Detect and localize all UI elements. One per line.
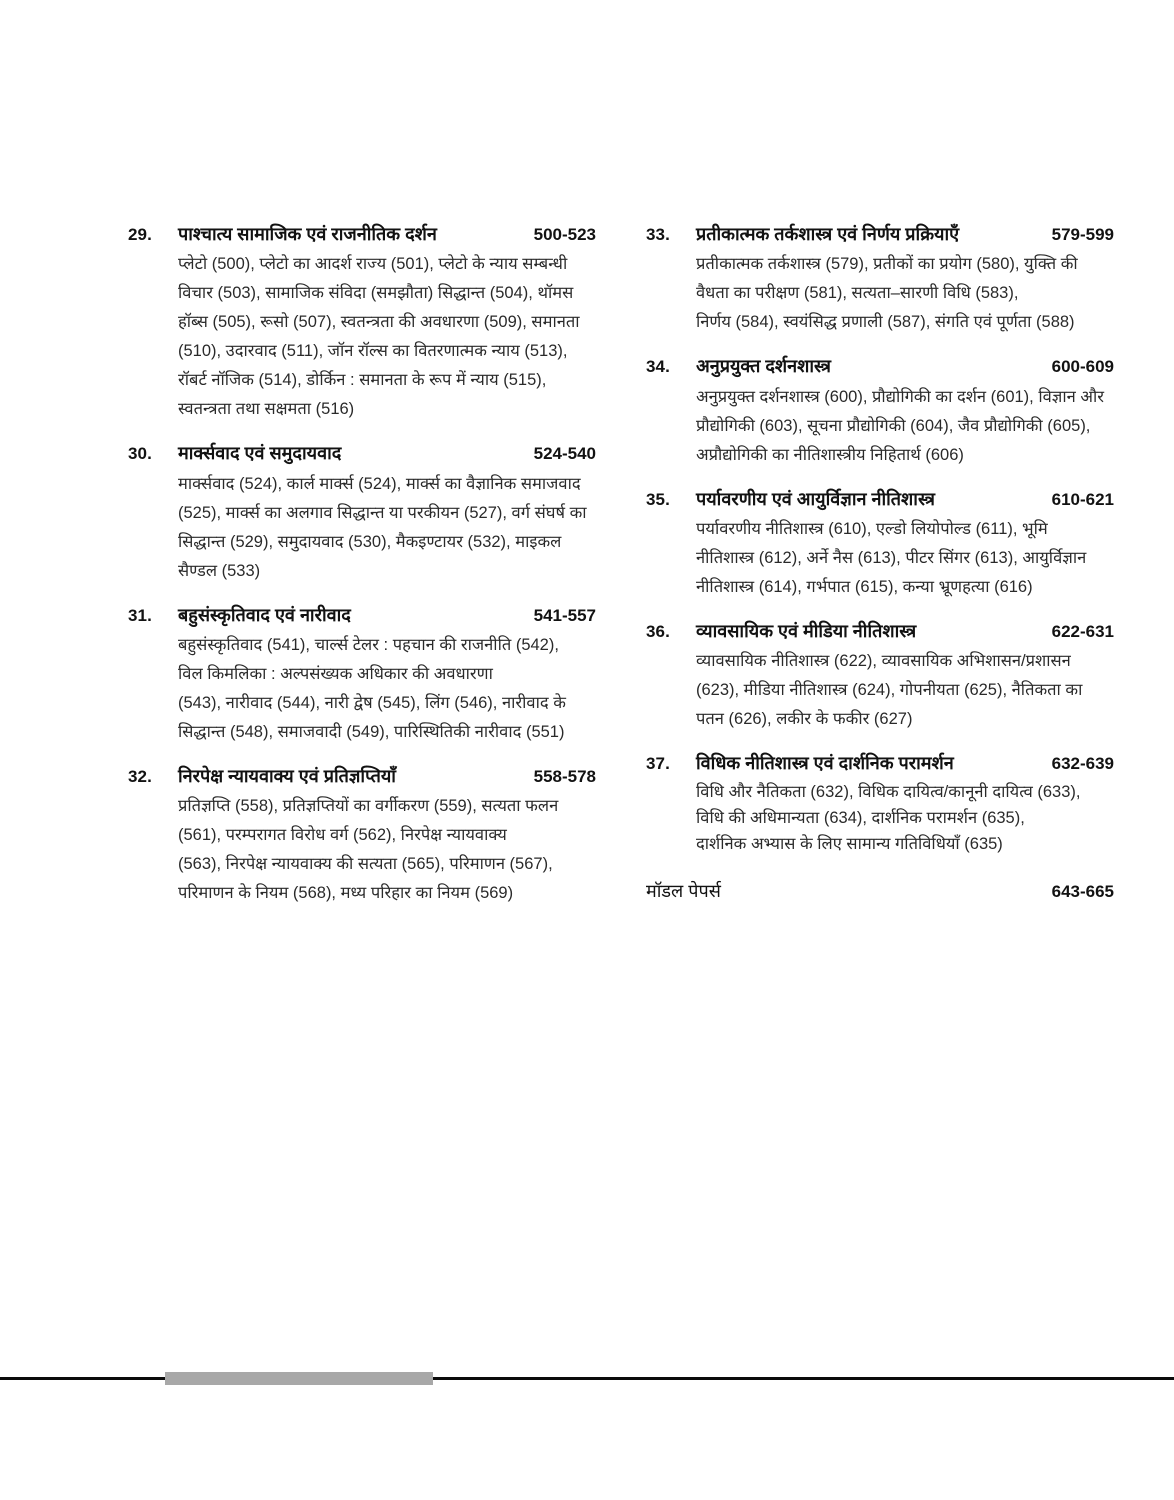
toc-subtopic-line: विधि और नैतिकता (632), विधिक दायित्व/कानूनी दायित्व (633), bbox=[696, 783, 1081, 802]
toc-subtopic-line: वैधता का परीक्षण (581), सत्यता–सारणी विधि (583), bbox=[696, 284, 1019, 303]
toc-entry-header bbox=[646, 487, 1114, 511]
toc-entry-page-range: 500-523 bbox=[533, 225, 596, 244]
toc-subtopic-line: (510), उदारवाद (511), जॉन रॉल्स का वितरणात्मक न्याय (513), bbox=[178, 342, 568, 361]
toc-entry-page-range: 579-599 bbox=[1051, 225, 1114, 244]
toc-subtopic-line: प्रतिज्ञप्ति (558), प्रतिज्ञप्तियों का वर्गीकरण (559), सत्यता फलन bbox=[178, 797, 559, 816]
toc-subtopic-line: पर्यावरणीय नीतिशास्त्र (610), एल्डो लियोपोल्ड (611), भूमि bbox=[696, 519, 1048, 538]
toc-subtopic-line: रॉबर्ट नॉजिक (514), डोर्किन : समानता के रूप में न्याय (515), bbox=[178, 371, 547, 390]
toc-entry-title[interactable]: व्यावसायिक एवं मीडिया नीतिशास्त्र bbox=[696, 620, 917, 641]
toc-entry-page-range: 610-621 bbox=[1051, 489, 1114, 509]
toc-entry-title[interactable]: निरपेक्ष न्यायवाक्य एवं प्रतिज्ञप्तियाँ bbox=[178, 765, 396, 786]
toc-entry-page-range: 524-540 bbox=[533, 444, 596, 464]
toc-entry bbox=[128, 603, 596, 747]
toc-subtopic-line: विचार (503), सामाजिक संविदा (समझौता) सिद्धान्त (504), थॉमस bbox=[178, 284, 574, 303]
toc-entry-header bbox=[646, 354, 1114, 378]
toc-entry-page-range: 622-631 bbox=[1051, 621, 1114, 641]
toc-entry-subtopics bbox=[178, 631, 596, 747]
toc-entry bbox=[646, 487, 1114, 602]
toc-entry-title[interactable]: प्रतीकात्मक तर्कशास्त्र एवं निर्णय प्रक्रियाएँ bbox=[696, 224, 960, 244]
toc-subtopic-line: स्वतन्त्रता तथा सक्षमता (516) bbox=[178, 400, 355, 419]
toc-column-left bbox=[128, 222, 596, 925]
scan-artifact-bar bbox=[165, 1372, 433, 1385]
toc-subtopic-line: अप्रौद्योगिकी का नीतिशास्त्रीय निहितार्थ (606) bbox=[696, 445, 964, 464]
toc-entry-page-range: 558-578 bbox=[533, 766, 596, 786]
toc-entry-header bbox=[128, 222, 596, 246]
toc-entry-title[interactable]: पर्यावरणीय एवं आयुर्विज्ञान नीतिशास्त्र bbox=[696, 488, 935, 509]
toc-subtopic-line: (525), मार्क्स का अलगाव सिद्धान्त या परकीयन (527), वर्ग संघर्ष का bbox=[178, 503, 587, 522]
toc-entry bbox=[128, 441, 596, 585]
toc-column-right bbox=[646, 222, 1114, 903]
toc-entry-number: 30. bbox=[128, 444, 152, 464]
toc-entry bbox=[646, 222, 1114, 337]
model-papers-label[interactable]: मॉडल पेपर्स bbox=[646, 881, 721, 902]
toc-entry-page-range: 541-557 bbox=[533, 605, 596, 625]
toc-subtopic-line: सिद्धान्त (548), समाजवादी (549), पारिस्थितिकी नारीवाद (551) bbox=[178, 722, 565, 741]
toc-entry-subtopics bbox=[178, 470, 596, 586]
toc-entry-subtopics bbox=[696, 383, 1114, 470]
toc-entry-header bbox=[128, 764, 596, 788]
toc-subtopic-line: पतन (626), लकीर के फकीर (627) bbox=[696, 710, 913, 729]
toc-subtopic-line: विधि की अधिमान्यता (634), दार्शनिक परामर्शन (635), bbox=[696, 809, 1025, 828]
toc-entry bbox=[128, 222, 596, 424]
toc-entry-page-range: 600-609 bbox=[1051, 357, 1114, 377]
toc-subtopic-line: अनुप्रयुक्त दर्शनशास्त्र (600), प्रौद्योगिकी का दर्शन (601), विज्ञान और bbox=[696, 387, 1105, 406]
toc-entry-subtopics bbox=[178, 792, 596, 908]
toc-subtopic-line: हॉब्स (505), रूसो (507), स्वतन्त्रता की अवधारणा (509), समानता bbox=[178, 313, 580, 332]
toc-subtopic-line: सैण्डल (533) bbox=[178, 561, 261, 580]
toc-entry-subtopics bbox=[696, 779, 1114, 857]
toc-subtopic-line: व्यावसायिक नीतिशास्त्र (622), व्यावसायिक अभिशासन/प्रशासन bbox=[696, 652, 1071, 671]
toc-subtopic-line: (543), नारीवाद (544), नारी द्वेष (545), लिंग (546), नारीवाद के bbox=[178, 693, 566, 712]
toc-entry-header bbox=[646, 751, 1114, 775]
toc-subtopic-line: परिमाणन के नियम (568), मध्य परिहार का नियम (569) bbox=[178, 884, 514, 903]
toc-entry-title[interactable]: मार्क्सवाद एवं समुदायवाद bbox=[178, 443, 342, 464]
toc-subtopic-line: (623), मीडिया नीतिशास्त्र (624), गोपनीयता (625), नैतिकता का bbox=[696, 681, 1083, 700]
toc-entry-subtopics bbox=[696, 515, 1114, 602]
toc-subtopic-line: बहुसंस्कृतिवाद (541), चार्ल्स टेलर : पहचान की राजनीति (542), bbox=[178, 635, 559, 654]
toc-entry-number: 36. bbox=[646, 621, 670, 641]
toc-entry bbox=[128, 764, 596, 908]
toc-subtopic-line: प्लेटो (500), प्लेटो का आदर्श राज्य (501), प्लेटो के न्याय सम्बन्धी bbox=[178, 255, 568, 274]
model-papers-page-range: 643-665 bbox=[1051, 882, 1114, 902]
toc-subtopic-line: (563), निरपेक्ष न्यायवाक्य की सत्यता (565), परिमाणन (567), bbox=[178, 855, 553, 874]
toc-entry-header bbox=[646, 619, 1114, 643]
toc-entry-subtopics bbox=[178, 250, 596, 424]
toc-entry-page-range: 632-639 bbox=[1051, 754, 1114, 774]
toc-entry-header bbox=[646, 222, 1114, 246]
toc-entry-subtopics bbox=[696, 647, 1114, 734]
toc-columns bbox=[0, 222, 1174, 925]
toc-entry-number: 31. bbox=[128, 605, 152, 625]
toc-entry-number: 34. bbox=[646, 357, 670, 377]
toc-subtopic-line: विल किमलिका : अल्पसंख्यक अधिकार की अवधारणा bbox=[178, 664, 493, 683]
toc-entry-number: 32. bbox=[128, 766, 152, 786]
toc-entry-subtopics bbox=[696, 250, 1114, 337]
toc-subtopic-line: नीतिशास्त्र (612), अर्ने नैस (613), पीटर सिंगर (613), आयुर्विज्ञान bbox=[696, 548, 1087, 567]
toc-entry bbox=[646, 751, 1114, 857]
toc-subtopic-line: निर्णय (584), स्वयंसिद्ध प्रणाली (587), संगति एवं पूर्णता (588) bbox=[696, 313, 1075, 332]
toc-entry bbox=[646, 619, 1114, 734]
toc-entry-header bbox=[128, 441, 596, 465]
toc-entry-header bbox=[128, 603, 596, 627]
toc-entry-title[interactable]: पाश्चात्य सामाजिक एवं राजनीतिक दर्शन bbox=[178, 224, 437, 244]
toc-subtopic-line: दार्शनिक अभ्यास के लिए सामान्य गतिविधियाँ (635) bbox=[696, 835, 1003, 854]
toc-entry-title[interactable]: विधिक नीतिशास्त्र एवं दार्शनिक परामर्शन bbox=[696, 753, 954, 774]
toc-entry-number: 29. bbox=[128, 225, 152, 244]
toc-entry-number: 37. bbox=[646, 754, 670, 774]
toc-entry-number: 33. bbox=[646, 225, 670, 244]
toc-entry-title[interactable]: बहुसंस्कृतिवाद एवं नारीवाद bbox=[178, 604, 351, 625]
toc-subtopic-line: नीतिशास्त्र (614), गर्भपात (615), कन्या भ्रूणहत्या (616) bbox=[696, 577, 1033, 596]
toc-entry-number: 35. bbox=[646, 489, 670, 509]
toc-subtopic-line: प्रतीकात्मक तर्कशास्त्र (579), प्रतीकों का प्रयोग (580), युक्ति की bbox=[696, 255, 1078, 274]
toc-subtopic-line: प्रौद्योगिकी (603), सूचना प्रौद्योगिकी (604), जैव प्रौद्योगिकी (605), bbox=[696, 416, 1091, 435]
toc-subtopic-line: मार्क्सवाद (524), कार्ल मार्क्स (524), मार्क्स का वैज्ञानिक समाजवाद bbox=[178, 474, 581, 493]
toc-subtopic-line: (561), परम्परागत विरोध वर्ग (562), निरपेक्ष न्यायवाक्य bbox=[178, 826, 507, 845]
toc-entry bbox=[646, 354, 1114, 469]
model-papers-entry bbox=[646, 879, 1114, 903]
toc-entry-title[interactable]: अनुप्रयुक्त दर्शनशास्त्र bbox=[696, 356, 831, 377]
toc-subtopic-line: सिद्धान्त (529), समुदायवाद (530), मैकइण्टायर (532), माइकल bbox=[178, 532, 562, 551]
